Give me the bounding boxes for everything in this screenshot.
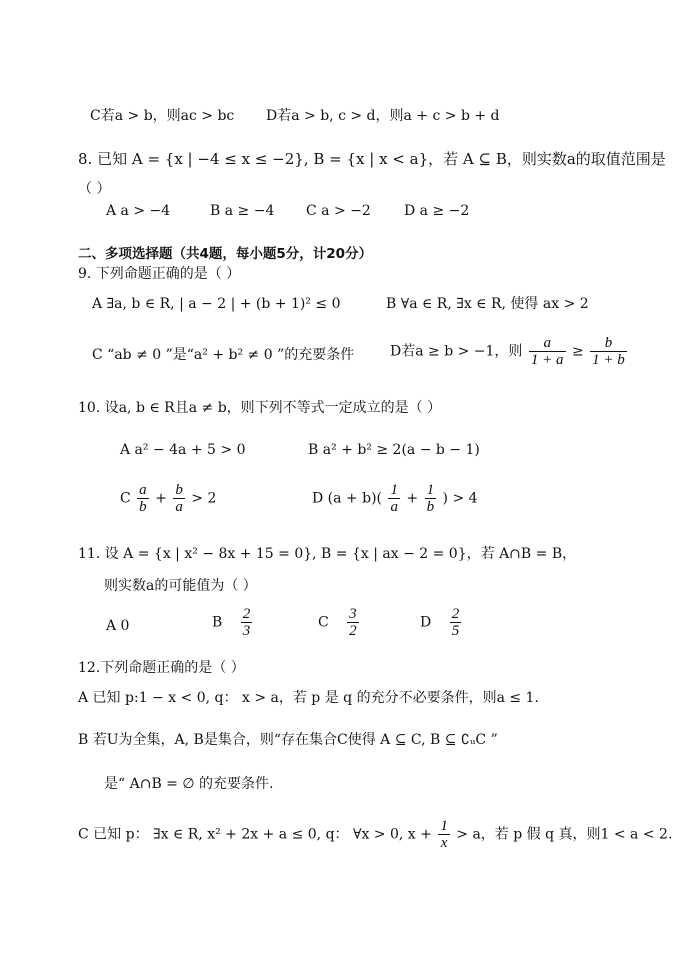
fraction-denominator: 1 + a [530,352,564,368]
fraction-numerator: b [175,482,183,498]
q10-option-a: A a² − 4a + 5 > 0 [120,442,246,458]
fraction-numerator: b [604,335,613,351]
q10-option-c-fraction-2 [173,482,185,515]
fraction-numerator: 1 [440,818,448,834]
q10-option-d [312,482,478,515]
q10-option-c-fraction-1 [137,482,149,515]
fraction-denominator: a [390,499,398,515]
q11-option-a: A 0 [106,618,130,634]
fraction-numerator: 2 [242,606,251,622]
q8-option-c: C a > −2 [306,203,371,219]
fraction-denominator: a [175,499,183,515]
q7-option-d: D若a > b, c > d，则a + c > b + d [266,108,500,124]
q11-option-b [212,606,254,639]
q8-option-a: A a > −4 [106,203,171,219]
q9-option-a: A ∃a, b ∈ R, | a − 2 | + (b + 1)² ≤ 0 [92,296,341,312]
q10-option-c-label: C [120,490,131,507]
q11-option-c-label: C [318,614,329,631]
q10-option-c-suffix: > 2 [191,490,217,507]
fraction-numerator: 1 [390,482,398,498]
fraction-denominator: b [139,499,147,515]
q12-option-c-suffix: > a，若 p 假 q 真，则1 < a < 2. [456,826,673,843]
q10-option-d-fraction-1 [388,482,400,515]
q10-option-d-suffix: ) > 4 [442,490,478,507]
q12-option-c-fraction [438,818,450,851]
fraction-denominator: b [426,499,435,515]
q11-stem-2: 则实数a的可能值为（ ） [104,578,257,594]
q8-paren: （ ） [78,181,111,197]
q12-stem: 12.下列命题正确的是（ ） [78,660,245,676]
q8-option-d: D a ≥ −2 [404,203,470,219]
q9-option-d-fraction-2 [590,335,627,368]
fraction-numerator: a [543,335,551,351]
q9-option-b: B ∀a ∈ R, ∃x ∈ R, 使得 ax > 2 [386,296,589,312]
q9-option-d-fraction-1 [529,335,566,368]
q9-option-d-relation: ≥ [571,343,584,360]
section-heading: 二、多项选择题（共4题，每小题5分，计20分） [78,246,373,262]
plus-sign: + [155,490,167,507]
q12-option-b-line-1: B 若U为全集，A, B是集合，则“存在集合C使得 A ⊆ C, B ⊆ ∁ᵤC ” [78,732,498,748]
q10-option-d-prefix: D (a + b)( [312,490,382,507]
q9-stem: 9. 下列命题正确的是（ ） [78,266,241,282]
q11-option-c-fraction [347,606,359,639]
q11-option-d [420,606,463,639]
fraction-numerator: 1 [426,482,435,498]
q9-option-c: C “ab ≠ 0 ”是“a² + b² ≠ 0 ”的充要条件 [92,347,355,363]
fraction-numerator: 3 [349,606,357,622]
q12-option-c-prefix: C 已知 p： ∃x ∈ R, x² + 2x + a ≤ 0, q： ∀x > 0, x + [78,826,432,843]
fraction-denominator: 3 [242,623,251,639]
q9-option-d [390,335,629,368]
fraction-numerator: a [139,482,147,498]
q12-option-a: A 已知 p:1 − x < 0, q： x > a，若 p 是 q 的充分不必要条件，则a ≤ 1. [78,690,539,706]
q7-option-c: C若a > b，则ac > bc [90,108,235,124]
fraction-denominator: 2 [349,623,357,639]
q10-option-c [120,482,216,515]
q10-option-d-fraction-2 [425,482,437,515]
q11-option-d-fraction [450,606,462,639]
q10-option-b: B a² + b² ≥ 2(a − b − 1) [308,442,480,458]
fraction-denominator: x [438,834,450,851]
fraction-numerator: 2 [451,606,460,622]
q10-stem: 10. 设a, b ∈ R且a ≠ b，则下列不等式一定成立的是（ ） [78,400,442,416]
fraction-denominator: 1 + b [592,352,625,368]
q9-option-d-prefix: D若a ≥ b > −1，则 [390,343,523,360]
q11-option-c [318,606,361,639]
q12-option-c [78,818,672,851]
q11-stem: 11. 设 A = {x | x² − 8x + 15 = 0}, B = {x | ax − 2 = 0}，若 A∩B = B， [78,546,577,562]
q8-option-b: B a ≥ −4 [210,203,275,219]
plus-sign: + [406,490,419,507]
fraction-denominator: 5 [451,623,460,639]
q11-option-d-label: D [420,614,432,631]
q8-stem: 8. 已知 A = {x | −4 ≤ x ≤ −2}, B = {x | x < a}，若 A ⊆ B，则实数a的取值范围是 [78,150,666,168]
q11-option-b-label: B [212,614,223,631]
q11-option-b-fraction [241,606,253,639]
q12-option-b-line-2: 是“ A∩B = ∅ 的充要条件. [104,776,274,792]
